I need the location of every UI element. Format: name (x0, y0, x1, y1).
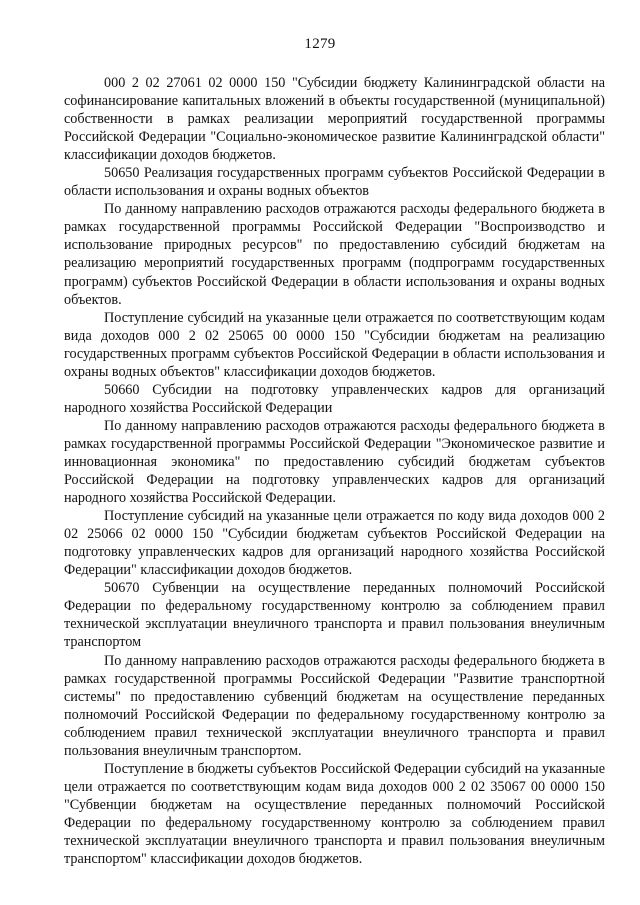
document-body (64, 74, 605, 868)
section-heading-50670: 50670 Субвенции на осуществление переданных полномочий Российской Федерации по федеральному государственному контролю за соблюдением правил технической эксплуатации внеуличного транспорта и правил пользования внеуличным транспортом (64, 580, 605, 651)
paragraph-expenses-50660: По данному направлению расходов отражаются расходы федерального бюджета в рамках государственной программы Российской Федерации "Экономическое развитие и инновационная экономика" по предоставлению субсидий бюджетам субъектов Российской Федерации на подготовку управленческих кадров для организаций народного хозяйства Российской Федерации. (64, 417, 605, 507)
paragraph-expenses-50650: По данному направлению расходов отражаются расходы федерального бюджета в рамках государственной программы Российской Федерации "Воспроизводство и использование природных ресурсов" по предоставлению субсидий бюджетам на реализацию мероприятий государственных программ (подпрограмм государственных программ) субъектов Российской Федерации в области использования и охраны водных объектов. (64, 201, 605, 308)
section-heading-50650: 50650 Реализация государственных программ субъектов Российской Федерации в области использования и охраны водных объектов (64, 165, 605, 200)
paragraph-budget-code-27061: 000 2 02 27061 02 0000 150 "Субсидии бюджету Калининградской области на софинансирование капитальных вложений в объекты государственной (муниципальной) собственности в рамках реализации мероприятий государственной программы Российской Федерации "Социально-экономическое развитие Калининградской области" классификации доходов бюджетов. (64, 75, 605, 164)
section-heading-50660: 50660 Субсидии на подготовку управленческих кадров для организаций народного хозяйства Российской Федерации (64, 381, 605, 416)
paragraph-revenue-50670: Поступление в бюджеты субъектов Российской Федерации субсидий на указанные цели отражается по соответствующим кодам вида доходов 000 2 02 35067 00 0000 150 "Субвенции бюджетам на осуществление переданных полномочий Российской Федерации по федеральному государственному контролю за соблюдением правил технической эксплуатации внеуличного транспорта и правил пользования внеуличным транспортом" классификации доходов бюджетов. (64, 760, 605, 868)
paragraph-revenue-50650: Поступление субсидий на указанные цели отражается по соответствующим кодам вида доходов 000 2 02 25065 00 0000 150 "Субсидии бюджетам на реализацию государственных программ субъектов Российской Федерации в области использования и охраны водных объектов" классификации доходов бюджетов. (64, 309, 605, 380)
page-number: 1279 (304, 36, 336, 52)
paragraph-revenue-50660: Поступление субсидий на указанные цели отражается по коду вида доходов 000 2 02 25066 02 0000 150 "Субсидии бюджетам субъектов Российской Федерации на подготовку управленческих кадров для организаций народного хозяйства Российской Федерации" классификации доходов бюджетов. (64, 508, 605, 579)
paragraph-expenses-50670: По данному направлению расходов отражаются расходы федерального бюджета в рамках государственной программы Российской Федерации "Развитие транспортной системы" по предоставлению субвенций бюджетам на осуществление переданных полномочий Российской Федерации по федеральному государственному контролю за соблюдением правил технической эксплуатации внеуличного транспорта и правил пользования внеуличным транспортом. (64, 652, 605, 759)
